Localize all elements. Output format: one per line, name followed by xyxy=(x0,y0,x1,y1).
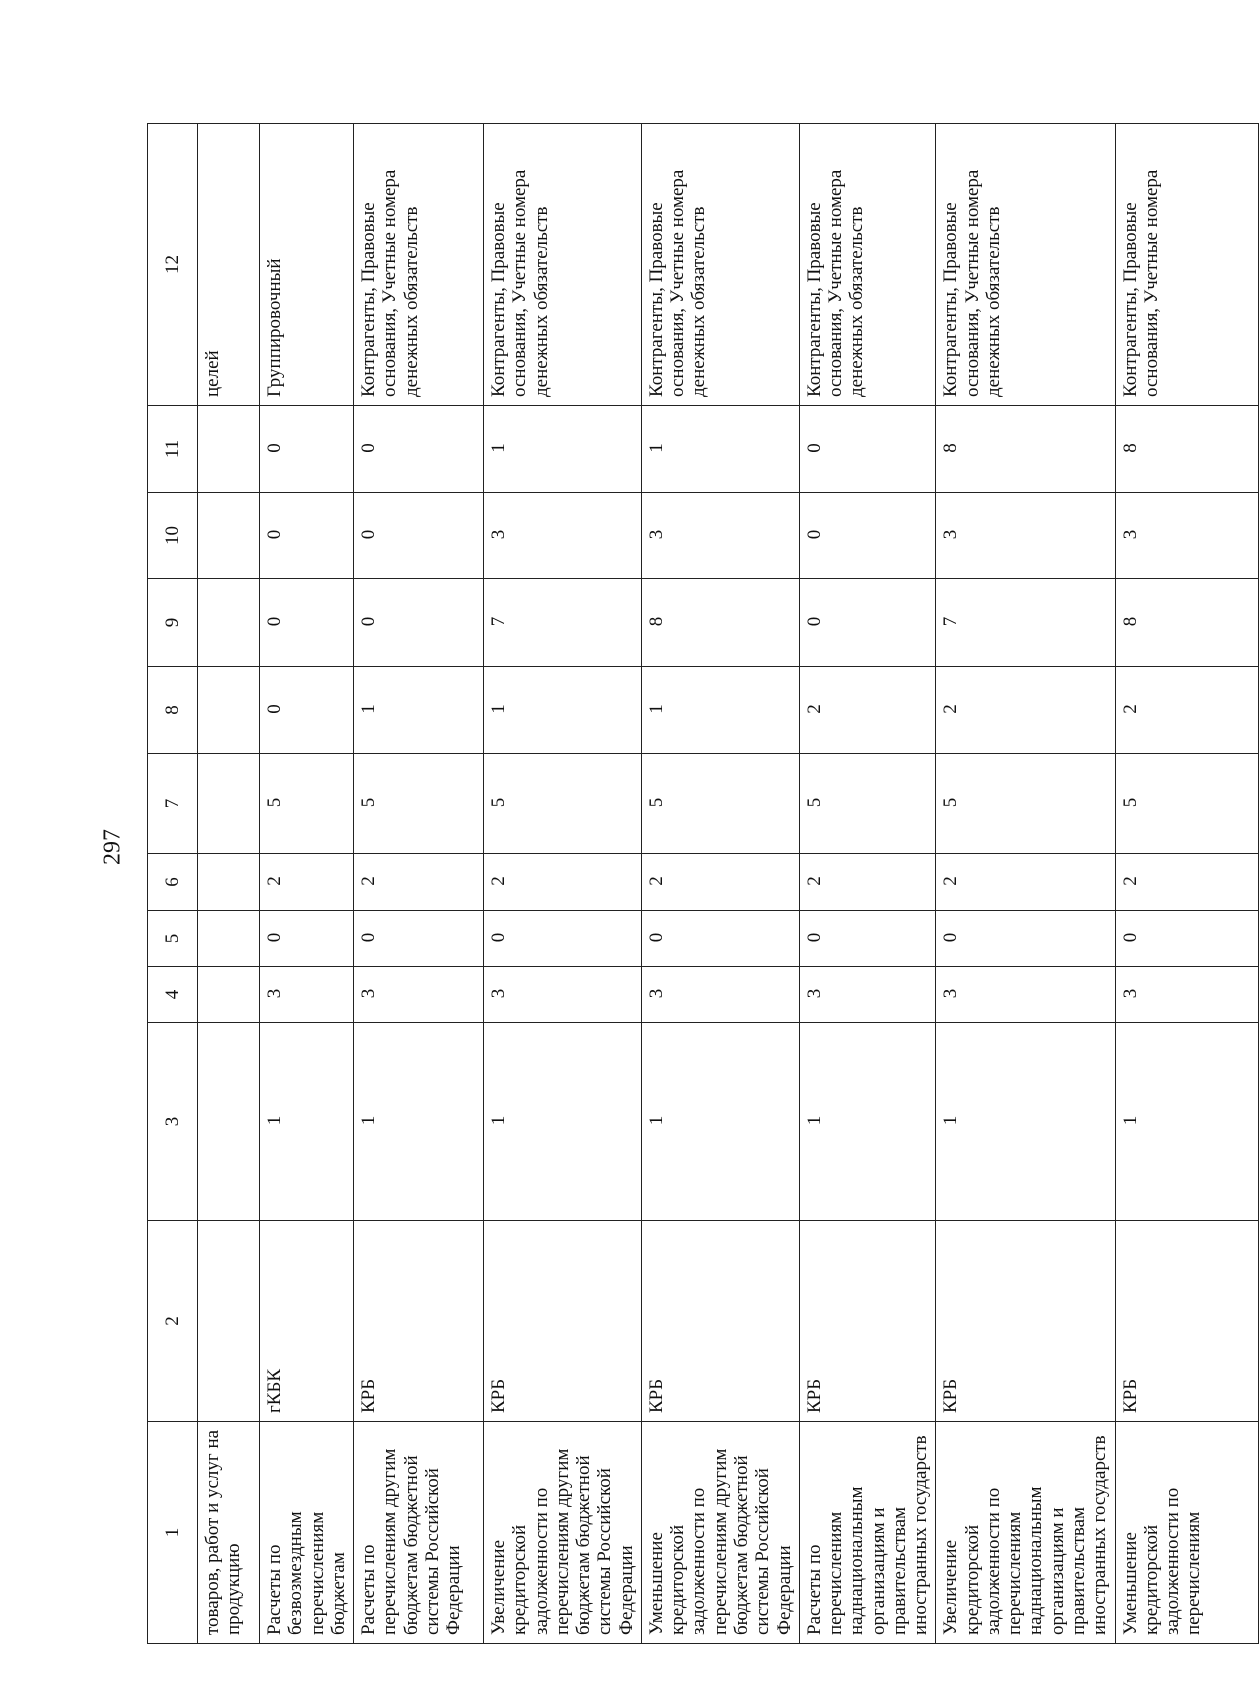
header-cell: 12 xyxy=(148,124,198,406)
row-name-cell: товаров, работ и услуг на продукцию xyxy=(198,1422,260,1644)
table-cell: 3 xyxy=(484,967,642,1023)
table-cell: 3 xyxy=(1115,967,1258,1023)
table-cell: 1 xyxy=(641,1023,799,1221)
table-cell: 0 xyxy=(260,406,354,493)
table-cell xyxy=(198,493,260,579)
table-cell: 7 xyxy=(484,579,642,667)
rotated-table-container xyxy=(147,124,1205,1644)
row-name-cell: Увеличение кредиторской задолженности по перечислениям наднациональным организациям и правительствам иностранных государств xyxy=(936,1422,1115,1644)
table-cell: 2 xyxy=(1115,667,1258,754)
row-analytics-cell: Контрагенты, Правовые основания, Учетные номера xyxy=(1115,124,1258,406)
accounts-table xyxy=(147,123,1259,1644)
table-cell: 1 xyxy=(354,1023,484,1221)
table-cell: 0 xyxy=(354,911,484,967)
table-row xyxy=(641,124,799,1644)
table-cell: 1 xyxy=(484,406,642,493)
table-cell: 5 xyxy=(484,754,642,854)
table-cell: 0 xyxy=(260,667,354,754)
table-cell: 0 xyxy=(799,579,936,667)
header-row xyxy=(148,124,198,1644)
table-cell: 3 xyxy=(484,493,642,579)
table-cell: 0 xyxy=(260,579,354,667)
table-cell: 0 xyxy=(354,579,484,667)
header-cell: 8 xyxy=(148,667,198,754)
row-analytics-cell: целей xyxy=(198,124,260,406)
row-code-cell: КРБ xyxy=(641,1221,799,1422)
table-cell: 2 xyxy=(354,854,484,911)
row-code-cell xyxy=(198,1221,260,1422)
row-analytics-cell: Контрагенты, Правовые основания, Учетные номера денежных обязательств xyxy=(936,124,1115,406)
row-analytics-cell: Контрагенты, Правовые основания, Учетные номера денежных обязательств xyxy=(641,124,799,406)
row-name-cell: Расчеты по безвозмездным перечислениям бюджетам xyxy=(260,1422,354,1644)
row-name-cell: Уменьшение кредиторской задолженности по перечислениям xyxy=(1115,1422,1258,1644)
table-cell xyxy=(198,667,260,754)
table-cell: 0 xyxy=(484,911,642,967)
table-cell: 5 xyxy=(936,754,1115,854)
table-cell: 5 xyxy=(1115,754,1258,854)
table-cell: 0 xyxy=(799,406,936,493)
table-row xyxy=(799,124,936,1644)
row-name-cell: Расчеты по перечислениям наднациональным организациям и правительствам иностранных государств xyxy=(799,1422,936,1644)
table-cell: 3 xyxy=(936,967,1115,1023)
table-cell xyxy=(198,854,260,911)
table-row xyxy=(260,124,354,1644)
table-cell: 3 xyxy=(1115,493,1258,579)
table-cell: 1 xyxy=(484,667,642,754)
table-cell: 8 xyxy=(1115,406,1258,493)
table-cell: 1 xyxy=(641,667,799,754)
row-analytics-cell: Группировочный xyxy=(260,124,354,406)
table-cell: 3 xyxy=(799,967,936,1023)
table-cell: 0 xyxy=(641,911,799,967)
table-cell: 0 xyxy=(260,911,354,967)
header-cell: 3 xyxy=(148,1023,198,1221)
table-cell xyxy=(198,579,260,667)
table-cell: 3 xyxy=(641,967,799,1023)
table-cell: 0 xyxy=(1115,911,1258,967)
table-cell: 0 xyxy=(260,493,354,579)
row-code-cell: КРБ xyxy=(484,1221,642,1422)
table-cell xyxy=(198,406,260,493)
table-cell: 2 xyxy=(936,854,1115,911)
table-cell xyxy=(198,1023,260,1221)
table-cell: 2 xyxy=(799,854,936,911)
row-analytics-cell: Контрагенты, Правовые основания, Учетные номера денежных обязательств xyxy=(799,124,936,406)
table-cell: 1 xyxy=(641,406,799,493)
row-code-cell: КРБ xyxy=(354,1221,484,1422)
table-cell: 2 xyxy=(799,667,936,754)
table-row xyxy=(354,124,484,1644)
header-cell: 5 xyxy=(148,911,198,967)
table-cell: 3 xyxy=(260,967,354,1023)
table-cell: 8 xyxy=(936,406,1115,493)
row-analytics-cell: Контрагенты, Правовые основания, Учетные номера денежных обязательств xyxy=(354,124,484,406)
table-cell: 5 xyxy=(354,754,484,854)
table-cell: 0 xyxy=(354,493,484,579)
header-cell: 1 xyxy=(148,1422,198,1644)
table-cell: 2 xyxy=(484,854,642,911)
table-cell: 1 xyxy=(484,1023,642,1221)
table-cell: 1 xyxy=(1115,1023,1258,1221)
table-cell: 5 xyxy=(799,754,936,854)
header-cell: 2 xyxy=(148,1221,198,1422)
header-cell: 7 xyxy=(148,754,198,854)
page-number: 297 xyxy=(99,829,126,865)
table-cell: 1 xyxy=(260,1023,354,1221)
table-cell: 2 xyxy=(260,854,354,911)
table-row xyxy=(936,124,1115,1644)
table-cell: 2 xyxy=(641,854,799,911)
table-cell: 0 xyxy=(354,406,484,493)
table-cell: 1 xyxy=(354,667,484,754)
header-cell: 9 xyxy=(148,579,198,667)
row-code-cell: КРБ xyxy=(799,1221,936,1422)
header-cell: 6 xyxy=(148,854,198,911)
table-cell: 8 xyxy=(641,579,799,667)
row-name-cell: Уменьшение кредиторской задолженности по перечислениям другим бюджетам бюджетной системы Российской Федерации xyxy=(641,1422,799,1644)
table-cell: 2 xyxy=(1115,854,1258,911)
row-name-cell: Увеличение кредиторской задолженности по перечислениям другим бюджетам бюджетной системы Российской Федерации xyxy=(484,1422,642,1644)
table-cell: 5 xyxy=(641,754,799,854)
table-cell: 3 xyxy=(936,493,1115,579)
table-cell xyxy=(198,967,260,1023)
table-row xyxy=(484,124,642,1644)
table-cell: 0 xyxy=(936,911,1115,967)
row-code-cell: КРБ xyxy=(936,1221,1115,1422)
row-analytics-cell: Контрагенты, Правовые основания, Учетные номера денежных обязательств xyxy=(484,124,642,406)
table-cell: 0 xyxy=(799,911,936,967)
table-cell: 1 xyxy=(936,1023,1115,1221)
table-cell xyxy=(198,911,260,967)
table-row xyxy=(198,124,260,1644)
table-cell: 7 xyxy=(936,579,1115,667)
table-cell: 0 xyxy=(799,493,936,579)
table-cell: 1 xyxy=(799,1023,936,1221)
table-cell: 2 xyxy=(936,667,1115,754)
header-cell: 11 xyxy=(148,406,198,493)
table-cell xyxy=(198,754,260,854)
table-row xyxy=(1115,124,1258,1644)
table-cell: 3 xyxy=(641,493,799,579)
row-code-cell: КРБ xyxy=(1115,1221,1258,1422)
table-cell: 8 xyxy=(1115,579,1258,667)
table-cell: 5 xyxy=(260,754,354,854)
header-cell: 4 xyxy=(148,967,198,1023)
header-cell: 10 xyxy=(148,493,198,579)
row-code-cell: гКБК xyxy=(260,1221,354,1422)
table-cell: 3 xyxy=(354,967,484,1023)
row-name-cell: Расчеты по перечислениям другим бюджетам бюджетной системы Российской Федерации xyxy=(354,1422,484,1644)
